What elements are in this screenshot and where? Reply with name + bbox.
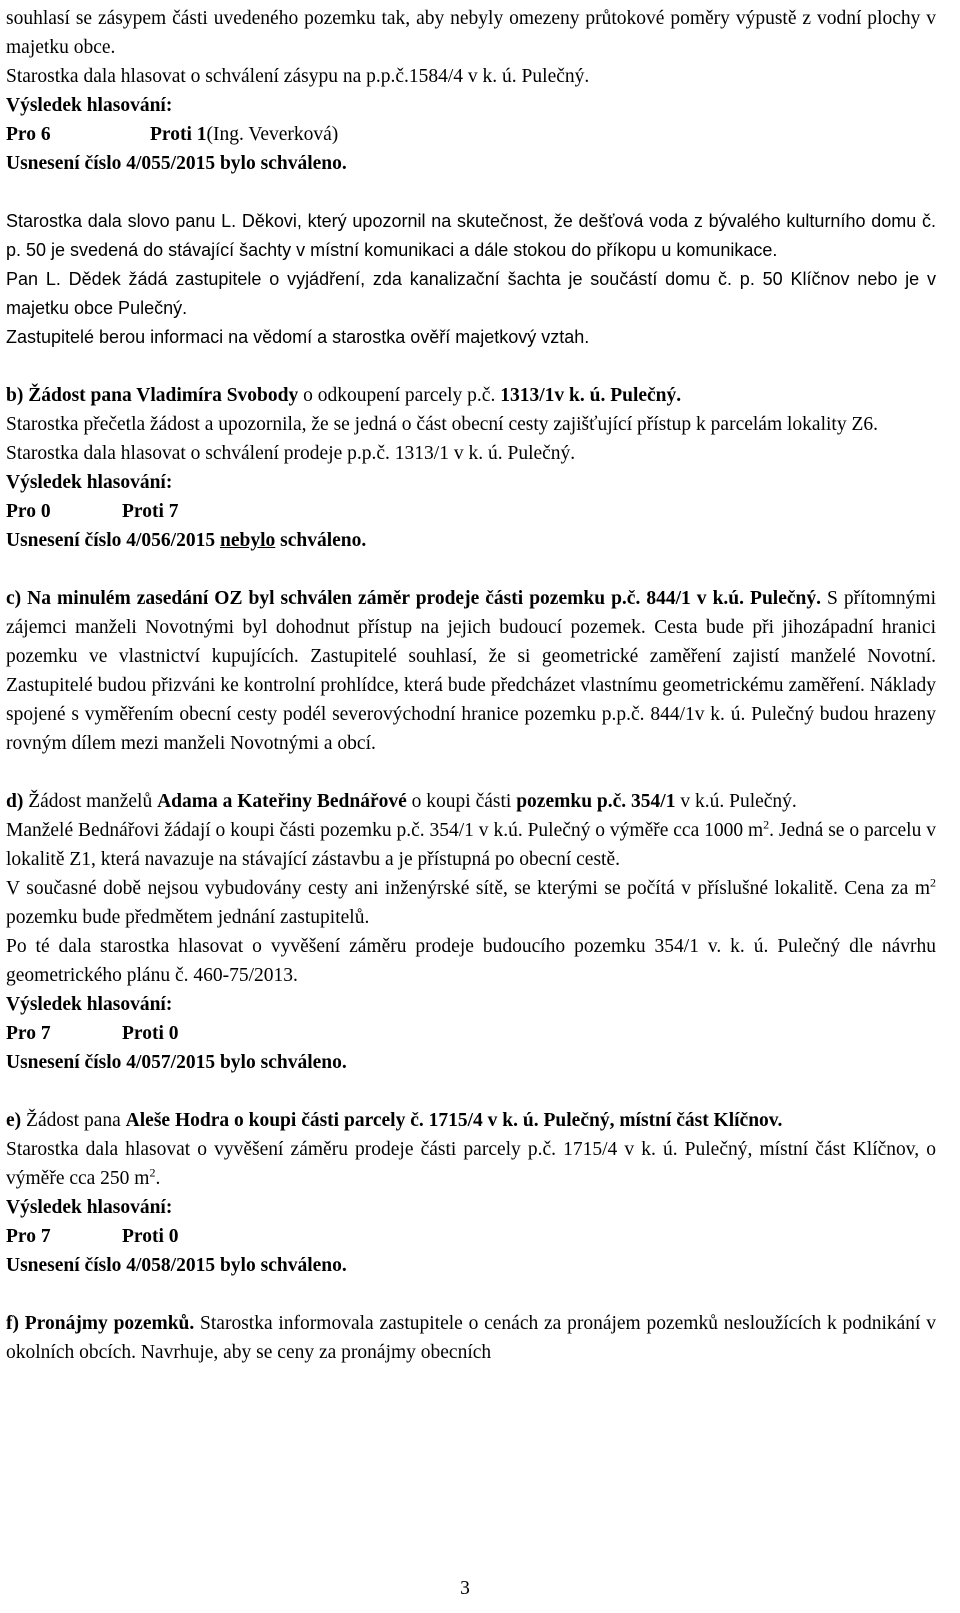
vote-result-label: Výsledek hlasování: [6, 994, 173, 1015]
heading-text: v k.ú. Pulečný. [675, 791, 797, 812]
section-text: Starostka informovala zastupitele o cenách za pronájem pozemků nesloužících k podnikání v okolních obcích. Navrhuje, aby se ceny za pronájmy obecních [6, 1313, 936, 1363]
vote-proti: Proti 7 [122, 501, 179, 522]
vote-result-label: Výsledek hlasování: [6, 1197, 173, 1218]
vote-pro: Pro 6 [6, 124, 51, 145]
heading-text: o koupi části [406, 791, 517, 812]
spacer [6, 352, 936, 381]
paragraph-vote-call [6, 62, 936, 91]
heading-text: o odkoupení parcely p.č. [298, 385, 501, 406]
vote-pro: Pro 7 [6, 1023, 51, 1044]
text-underlined: nebylo [219, 530, 276, 551]
superscript: 2 [149, 1165, 156, 1180]
section-b-text: Starostka přečetla žádost a upozornila, že se jedná o část obecní cesty zajišťující přístup k parcelám lokality Z6. [6, 414, 878, 435]
section-e-text [6, 1135, 936, 1193]
superscript: 2 [763, 817, 770, 832]
text: . Jedná se o parcelu v lokalitě Z1, která navazuje na stávající zástavbu a je přístupná po obecní cestě. [6, 820, 936, 870]
vote-pro: Pro 0 [6, 501, 51, 522]
resolution-056 [6, 526, 936, 555]
vote-proti: Proti 0 [122, 1226, 179, 1247]
paragraph-info: Zastupitelé berou informaci na vědomí a starostka ověří majetkový vztah. [6, 327, 590, 347]
heading-bold: 1313/1v k. ú. Pulečný. [500, 385, 682, 406]
heading-bold: d) [6, 791, 29, 812]
text: schváleno. [275, 530, 367, 551]
document-page [6, 4, 936, 1367]
section-text: S přítomnými zájemci manželi Novotnými byl dohodnut přístup na jejich budoucí pozemek. Cesta bude při jihozápadní hranici pozemku ve vlastnictví kupujících. Zastupitelé souhlasí, že si geometrické zaměření zajistí manželé Novotní. Zastupitelé budou přizváni ke kontrolní prohlídce, která bude předcházet vlastnímu geometrickému zaměření. Náklady spojené s vyměřením obecní cesty podél severovýchodní hranice pozemku p.p.č. 844/1v k. ú. Pulečný budou hrazeny rovným dílem mezi manželi Novotnými a obcí. [6, 588, 936, 754]
vote-counts [6, 1222, 936, 1251]
heading-text: Žádost manželů [28, 791, 158, 812]
section-f [6, 1309, 936, 1367]
vote-proti: Proti 1 [150, 124, 207, 145]
heading-text: Žádost pana [26, 1110, 126, 1131]
vote-result-label: Výsledek hlasování: [6, 95, 173, 116]
resolution-055: Usnesení číslo 4/055/2015 bylo schváleno. [6, 153, 347, 174]
section-c [6, 584, 936, 758]
heading-bold: f) Pronájmy pozemků. [6, 1313, 195, 1334]
spacer [6, 758, 936, 787]
vote-note: (Ing. Veverková) [206, 124, 339, 145]
text: . [155, 1168, 161, 1189]
text: Manželé Bednářovi žádají o koupi části pozemku p.č. 354/1 v k.ú. Pulečný o výměře cca 1000 m [6, 820, 764, 841]
section-b-vote-call: Starostka dala hlasovat o schválení prodeje p.p.č. 1313/1 v k. ú. Pulečný. [6, 443, 576, 464]
vote-pro: Pro 7 [6, 1226, 51, 1247]
paragraph-dedek: Pan L. Dědek žádá zastupitele o vyjádření, zda kanalizační šachta je součástí domu č. p. 50 Klíčnov nebo je v majetku obce Pulečný. [6, 269, 936, 318]
text-line: 50 je svedená do stávající šachty v místní komunikaci a dále stokou do příkopu u komunikace. [21, 240, 778, 260]
heading-bold: e) [6, 1110, 27, 1131]
vote-proti: Proti 0 [122, 1023, 179, 1044]
heading-bold: pozemku p.č. 354/1 [516, 791, 676, 812]
section-d-heading [6, 787, 936, 816]
text-line: Starostka dala hlasovat o schválení zásypu na p.p.č.1584/4 v k. ú. Pulečný. [6, 66, 590, 87]
paragraph-dek [6, 207, 936, 265]
page-number: 3 [460, 1578, 470, 1599]
vote-counts [6, 1019, 936, 1048]
spacer [6, 1280, 936, 1309]
text: Usnesení číslo 4/056/2015 [6, 530, 220, 551]
section-b-heading [6, 381, 936, 410]
section-d-text-2 [6, 874, 936, 932]
resolution-058: Usnesení číslo 4/058/2015 bylo schváleno. [6, 1255, 347, 1276]
heading-bold: b) Žádost pana Vladimíra Svobody [6, 385, 299, 406]
paragraph-intro [6, 4, 936, 62]
vote-counts [6, 120, 936, 149]
heading-bold: Aleše Hodra o koupi části parcely č. 1715/4 v k. ú. Pulečný, místní část Klíčnov. [125, 1110, 783, 1131]
section-d-text-1 [6, 816, 936, 874]
heading-bold: Adama a Kateřiny Bednářové [157, 791, 407, 812]
resolution-057: Usnesení číslo 4/057/2015 bylo schváleno. [6, 1052, 347, 1073]
text-line: Starostka dala slovo panu L. Děkovi, který upozornil na skutečnost, že dešťová voda z bývalého kulturního domu č. p. [6, 211, 936, 260]
text: Starostka dala hlasovat o vyvěšení záměru prodeje části parcely p.č. 1715/4 v k. ú. Pulečný, místní část Klíčnov, o výměře cca 250 m [6, 1139, 936, 1189]
text-line: souhlasí se zásypem části uvedeného pozemku tak, aby nebyly omezeny průtokové poměry výpustě z vodní plochy v majetku obce. [6, 8, 936, 58]
vote-result-label: Výsledek hlasování: [6, 472, 173, 493]
spacer [6, 1077, 936, 1106]
spacer [6, 555, 936, 584]
superscript: 2 [930, 875, 936, 890]
text: V současné době nejsou vybudovány cesty ani inženýrské sítě, se kterými se počítá v příslušné lokalitě. Cena za m [6, 878, 930, 899]
text: pozemku bude předmětem jednání zastupitelů. [6, 907, 370, 928]
spacer [6, 178, 936, 207]
vote-counts [6, 497, 936, 526]
section-d-text-3: Po té dala starostka hlasovat o vyvěšení záměru prodeje budoucího pozemku 354/1 v. k. ú. Pulečný dle návrhu geometrického plánu č. 460-75/2013. [6, 936, 936, 986]
section-e-heading [6, 1106, 936, 1135]
heading-bold: c) Na minulém zasedání OZ byl schválen záměr prodeje části pozemku p.č. 844/1 v k.ú. Pulečný. [6, 588, 821, 609]
